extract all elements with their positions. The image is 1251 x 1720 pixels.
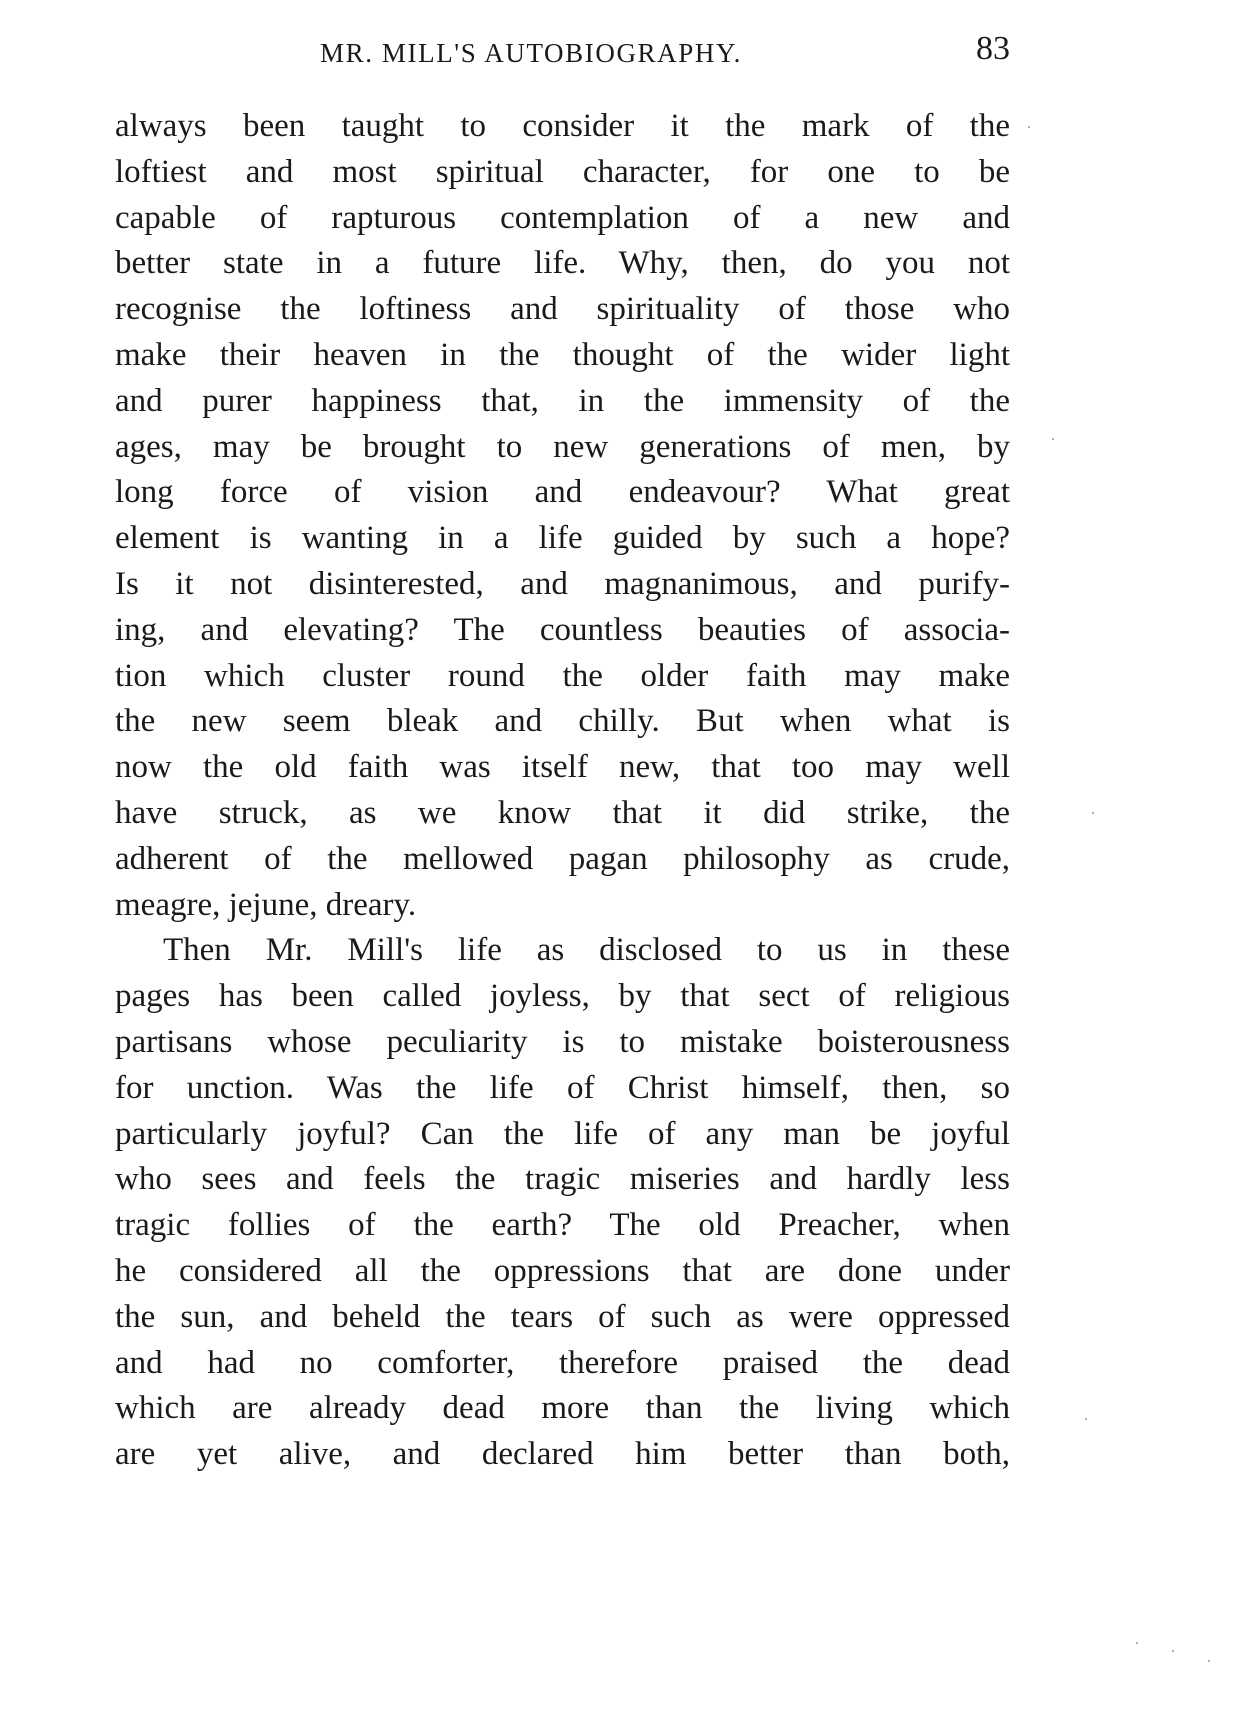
text-line: element is wanting in a life guided by such a hope? xyxy=(115,520,1010,557)
paper-speck xyxy=(1208,1660,1210,1662)
running-title: MR. MILL'S AUTOBIOGRAPHY. xyxy=(320,38,742,68)
paper-speck xyxy=(1172,1650,1174,1652)
paper-speck xyxy=(1085,1418,1087,1420)
text-line: pages has been called joyless, by that sect of religious xyxy=(115,978,1010,1015)
text-line: Then Mr. Mill's life as disclosed to us in these xyxy=(163,932,1010,969)
text-line: ing, and elevating? The countless beauties of associa- xyxy=(115,611,1010,648)
text-line: now the old faith was itself new, that too may well xyxy=(115,749,1010,786)
text-line: and purer happiness that, in the immensity of the xyxy=(115,382,1010,419)
paragraph-2 xyxy=(115,928,1010,1478)
body-text xyxy=(115,104,1010,1478)
page-number: 83 xyxy=(976,30,1010,67)
paper-speck xyxy=(1028,126,1030,128)
text-line: partisans whose peculiarity is to mistake boisterousness xyxy=(115,1023,1010,1060)
text-line: capable of rapturous contemplation of a new and xyxy=(115,199,1010,236)
text-line: recognise the loftiness and spirituality of those who xyxy=(115,291,1010,328)
text-line: better state in a future life. Why, then, do you not xyxy=(115,245,1010,282)
text-line: and had no comforter, therefore praised the dead xyxy=(115,1344,1010,1381)
running-head xyxy=(115,30,1010,74)
text-line: Is it not disinterested, and magnanimous, and purify- xyxy=(115,565,1010,602)
text-line: the new seem bleak and chilly. But when what is xyxy=(115,703,1010,740)
text-line: loftiest and most spiritual character, for one to be xyxy=(115,153,1010,190)
paper-speck xyxy=(1052,438,1054,440)
text-line: the sun, and beheld the tears of such as were oppressed xyxy=(115,1298,1010,1335)
text-line: are yet alive, and declared him better than both, xyxy=(115,1436,1010,1473)
text-line: long force of vision and endeavour? What great xyxy=(115,474,1010,511)
text-line: ages, may be brought to new generations of men, by xyxy=(115,428,1010,465)
paper-speck xyxy=(1136,1642,1138,1644)
text-line: tragic follies of the earth? The old Preacher, when xyxy=(115,1207,1010,1244)
text-line: for unction. Was the life of Christ himself, then, so xyxy=(115,1069,1010,1106)
text-line: meagre, jejune, dreary. xyxy=(115,886,417,923)
text-line: have struck, as we know that it did strike, the xyxy=(115,794,1010,831)
text-line: which are already dead more than the living which xyxy=(115,1390,1010,1427)
text-line: adherent of the mellowed pagan philosophy as crude, xyxy=(115,840,1010,877)
text-line: tion which cluster round the older faith may make xyxy=(115,657,1010,694)
text-line: always been taught to consider it the mark of the xyxy=(115,108,1010,144)
text-line: particularly joyful? Can the life of any man be joyful xyxy=(115,1115,1010,1152)
paragraph-1 xyxy=(115,104,1010,928)
text-line: he considered all the oppressions that are done under xyxy=(115,1252,1010,1289)
text-line: who sees and feels the tragic miseries and hardly less xyxy=(115,1161,1010,1198)
paper-speck xyxy=(1092,812,1094,814)
text-line: make their heaven in the thought of the wider light xyxy=(115,336,1010,373)
